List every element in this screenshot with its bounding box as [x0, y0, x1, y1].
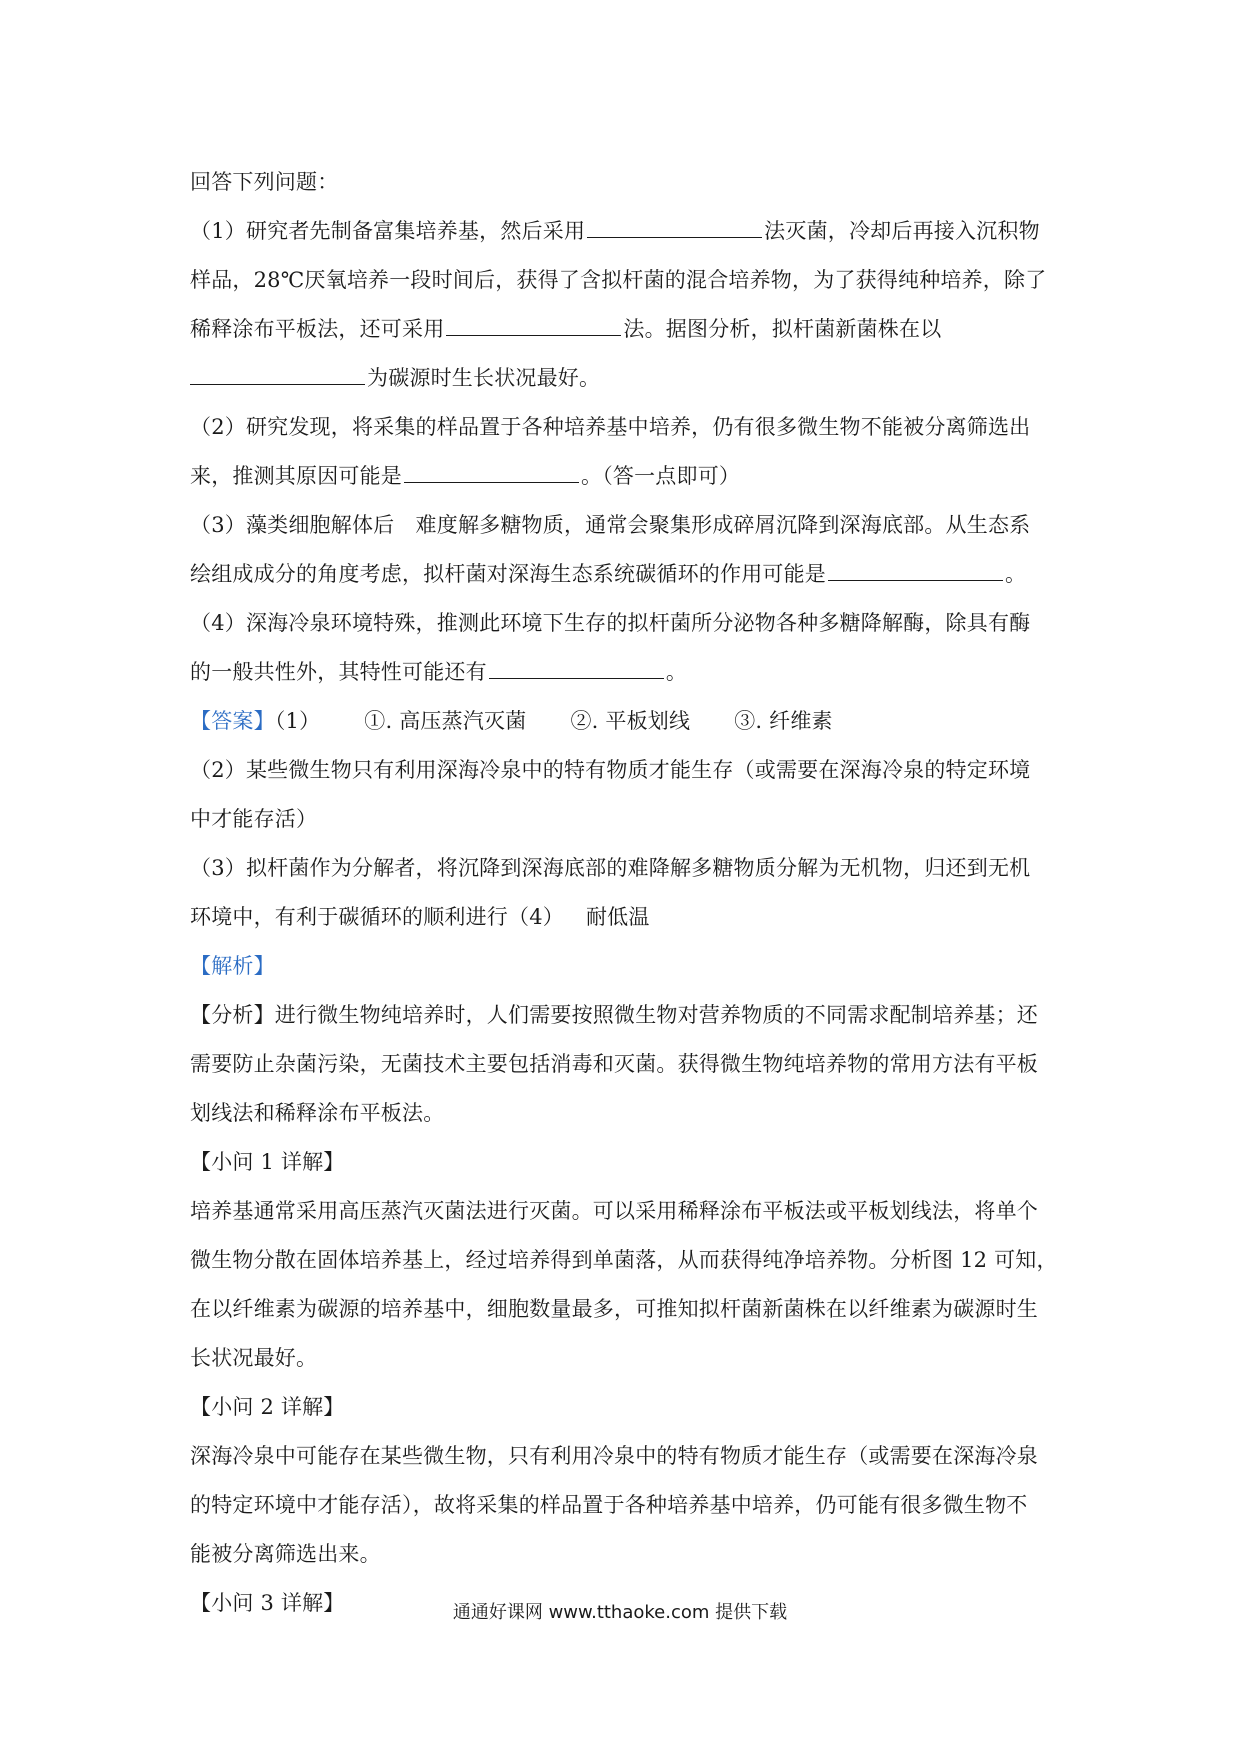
question-2-line-2	[190, 452, 1060, 501]
question-2-line-1: （2）研究发现，将采集的样品置于各种培养基中培养，仍有很多微生物不能被分离筛选出	[190, 415, 1031, 439]
text-segment: 环境中，有利于碳循环的顺利进行（4）	[190, 905, 564, 929]
answer-tag: 【答案】	[190, 709, 275, 733]
section-3-title: 【小问 3 详解】	[190, 1591, 345, 1615]
analysis-line-3: 划线法和稀释涂布平板法。	[190, 1101, 445, 1125]
text-segment: 。（答一点即可）	[581, 464, 741, 488]
answer-item-2: ②. 平板划线	[570, 709, 691, 733]
text-segment: 为碳源时生长状况最好。	[367, 366, 601, 390]
question-1-line-3	[190, 305, 1060, 354]
section-2-line-2: 的特定环境中才能存活），故将采集的样品置于各种培养基中培养，仍可能有很多微生物不	[190, 1493, 1028, 1517]
question-1-line-4	[190, 354, 1060, 403]
text-segment: 。	[1005, 562, 1027, 586]
text-segment: 法灭菌，冷却后再接入沉积物	[764, 219, 1040, 243]
question-4-line-2	[190, 648, 1060, 697]
document-body	[190, 158, 1060, 1628]
question-3-line-1: （3）藻类细胞解体后 难度解多糖物质，通常会聚集形成碎屑沉降到深海底部。从生态系	[190, 513, 1031, 537]
section-1-line-4: 长状况最好。	[190, 1346, 318, 1370]
answer-blank	[446, 334, 621, 336]
answer-item-4: 耐低温	[585, 905, 650, 929]
section-1-line-3: 在以纤维素为碳源的培养基中，细胞数量最多，可推知拟杆菌新菌株在以纤维素为碳源时生	[190, 1297, 1038, 1321]
answer-line-1	[190, 697, 1060, 746]
question-4-line-1: （4）深海冷泉环境特殊，推测此环境下生存的拟杆菌所分泌物各种多糖降解酶，除具有酶	[190, 611, 1031, 635]
answer-3-line-2	[190, 893, 1060, 942]
intro-line: 回答下列问题：	[190, 170, 339, 194]
section-1-line-2: 微生物分散在固体培养基上，经过培养得到单菌落，从而获得纯净培养物。分析图 12 可知，	[190, 1248, 1058, 1272]
answer-2-line-2: 中才能存活）	[190, 807, 318, 831]
analysis-line-2: 需要防止杂菌污染，无菌技术主要包括消毒和灭菌。获得微生物纯培养物的常用方法有平板	[190, 1052, 1038, 1076]
text-segment: 法。据图分析，拟杆菌新菌株在以	[623, 317, 942, 341]
answer-blank	[190, 383, 365, 385]
text-segment: 。	[665, 660, 688, 684]
text-segment: 的一般共性外，其特性可能还有	[190, 660, 487, 684]
answer-2-line-1: （2）某些微生物只有利用深海冷泉中的特有物质才能生存（或需要在深海冷泉的特定环境	[190, 758, 1031, 782]
analysis-line-1: 【分析】进行微生物纯培养时，人们需要按照微生物对营养物质的不同需求配制培养基；还	[190, 1003, 1038, 1027]
section-2-line-3: 能被分离筛选出来。	[190, 1542, 381, 1566]
analysis-tag: 【解析】	[190, 954, 275, 978]
text-segment: 来，推测其原因可能是	[190, 464, 402, 488]
section-1-title: 【小问 1 详解】	[190, 1150, 345, 1174]
section-2-line-1: 深海冷泉中可能存在某些微生物，只有利用冷泉中的特有物质才能生存（或需要在深海冷泉	[190, 1444, 1038, 1468]
page-footer: 通通好课网 www.tthaoke.com 提供下载	[452, 1602, 788, 1623]
question-1-line-2: 样品，28℃厌氧培养一段时间后，获得了含拟杆菌的混合培养物，为了获得纯种培养，除了	[190, 268, 1047, 292]
answer-blank	[587, 236, 762, 238]
answer-blank	[404, 481, 579, 483]
answer-blank	[828, 579, 1003, 581]
text-segment: （1）	[274, 709, 321, 733]
text-segment: 稀释涂布平板法，还可采用	[190, 317, 445, 341]
answer-item-3: ③. 纤维素	[734, 709, 833, 733]
question-1-line-1	[190, 207, 1060, 256]
section-1-line-1: 培养基通常采用高压蒸汽灭菌法进行灭菌。可以采用稀释涂布平板法或平板划线法，将单个	[190, 1199, 1038, 1223]
text-segment: 绘组成成分的角度考虑，拟杆菌对深海生态系统碳循环的作用可能是	[190, 562, 826, 586]
section-2-title: 【小问 2 详解】	[190, 1395, 345, 1419]
text-segment: （1）研究者先制备富集培养基，然后采用	[190, 219, 586, 243]
answer-item-1: ①. 高压蒸汽灭菌	[364, 709, 527, 733]
answer-3-line-1: （3）拟杆菌作为分解者，将沉降到深海底部的难降解多糖物质分解为无机物，归还到无机	[190, 856, 1031, 880]
question-3-line-2	[190, 550, 1060, 599]
answer-blank	[489, 677, 664, 679]
